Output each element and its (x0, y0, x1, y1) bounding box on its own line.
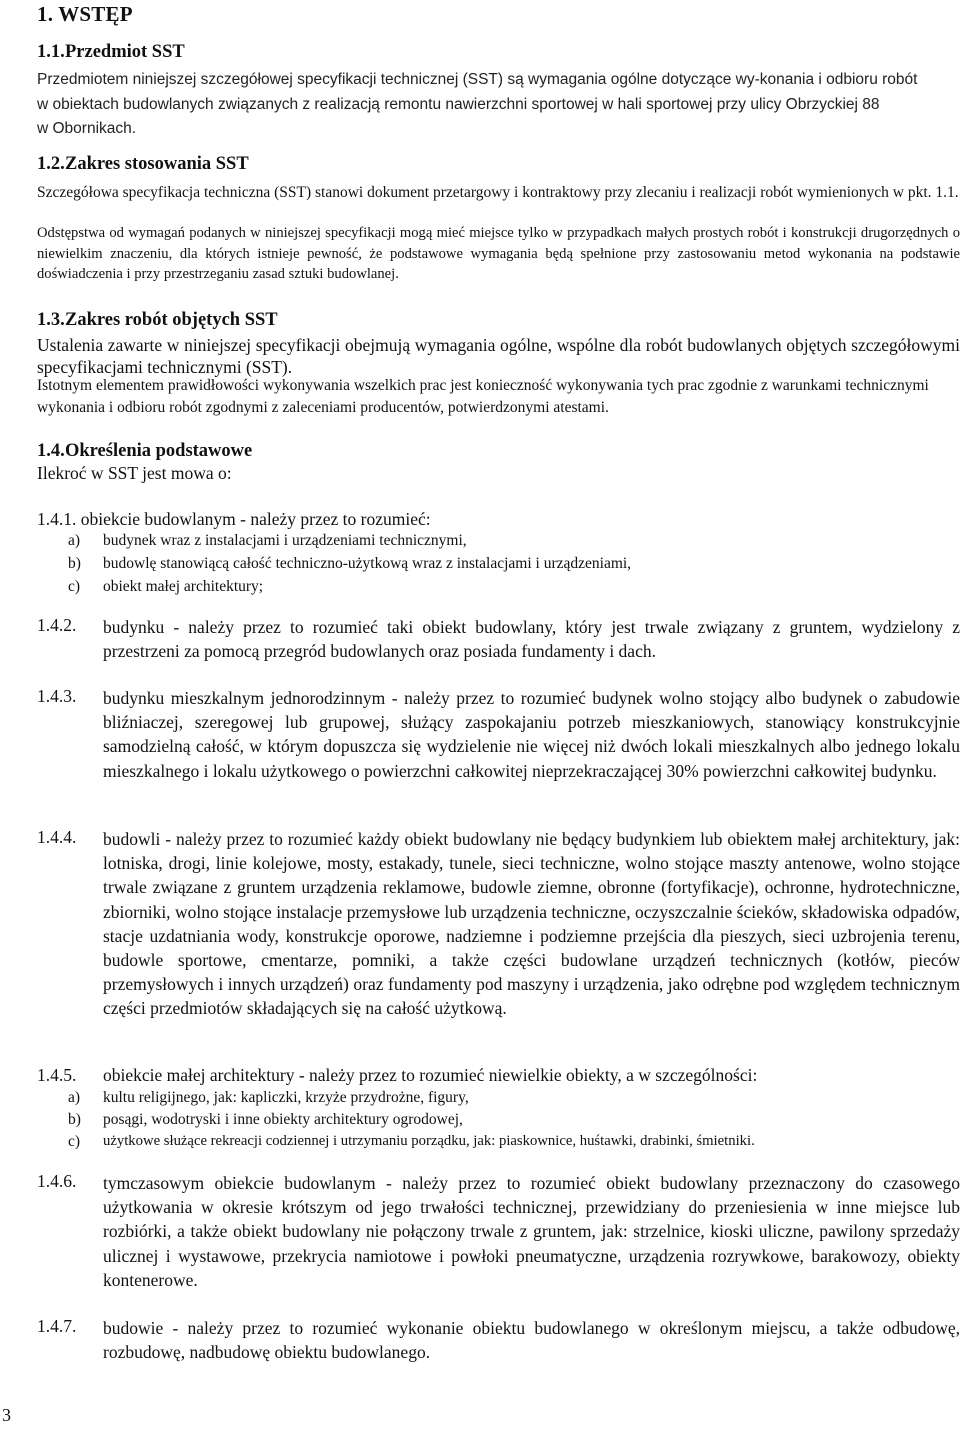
section-number: 1.4. (37, 441, 65, 461)
paragraph: Ustalenia zawarte w niniejszej specyfikacji obejmują wymagania ogólne, wspólne dla robót budowlanych objętych szczegółowymi specyfikacjami technicznymi (SST). (37, 335, 960, 377)
definition-number: 1.4.3. (37, 686, 77, 706)
list-item: użytkowe służące rekreacji codziennej i utrzymaniu porządku, jak: piaskownice, huśtawki, drabinki, śmietniki. (103, 1133, 755, 1149)
section-heading-1-1 (37, 42, 185, 63)
list-item: budowlę stanowiącą całość techniczno-użytkową wraz z instalacjami i urządzeniami, (103, 555, 632, 572)
definition-number: 1.4.4. (37, 827, 77, 847)
list-item: kultu religijnego, jak: kapliczki, krzyże przydrożne, figury, (103, 1089, 469, 1106)
list-label: b) (68, 1111, 81, 1128)
list-label: a) (68, 532, 81, 549)
paragraph-line: w obiektach budowlanych związanych z realizacją remontu nawierzchni sportowej w hali sportowej przy ulicy Obrzyckiej 88 (37, 96, 880, 113)
definition-1-4-1: 1.4.1. obiekcie budowlanym - należy przez to rozumieć: (37, 509, 431, 529)
list-item: posągi, wodotryski i inne obiekty architektury ogrodowej, (103, 1111, 463, 1128)
definition-number: 1.4.2. (37, 615, 77, 635)
chapter-heading: 1. WSTĘP (37, 2, 133, 26)
page-number: 3 (2, 1405, 11, 1425)
section-heading-1-4 (37, 441, 252, 462)
definitions-intro: Ilekroć w SST jest mowa o: (37, 463, 232, 483)
definition-1-4-3: budynku mieszkalnym jednorodzinnym - należy przez to rozumieć budynek wolno stojący albo budynek o zabudowie bliźniaczej, szeregowej lub grupowej, służący zaspokajaniu potrzeb mieszkaniowych, stanowiący konstrukcyjnie samodzielną całość, w którym dopuszcza się wydzielenie nie więcej niż dwóch lokali mieszkalnych albo jednego lokalu mieszkalnego i lokalu użytkowego o powierzchni całkowitej nieprzekraczającej 30% powierzchni całkowitej budynku. (103, 688, 960, 781)
definition-1-4-7: budowie - należy przez to rozumieć wykonanie obiektu budowlanego w określonym miejscu, a także odbudowę, rozbudowę, nadbudowę obiektu budowlanego. (103, 1318, 960, 1363)
section-number: 1.2. (37, 154, 65, 174)
definition-1-4-5: obiekcie małej architektury - należy przez to rozumieć niewielkie obiekty, a w szczególności: (103, 1065, 758, 1085)
definition-number: 1.4.6. (37, 1171, 77, 1191)
section-title: Przedmiot SST (65, 42, 185, 62)
section-title: Określenia podstawowe (65, 441, 253, 461)
definition-1-4-2: budynku - należy przez to rozumieć taki obiekt budowlany, który jest trwale związany z gruntem, wydzielony z przestrzeni za pomocą przegród budowlanych oraz posiada fundamenty i dach. (103, 617, 960, 662)
section-title: Zakres stosowania SST (65, 154, 249, 174)
definition-1-4-4: budowli - należy przez to rozumieć każdy obiekt budowlany nie będący budynkiem lub obiektem małej architektury, jak: lotniska, drogi, linie kolejowe, mosty, estakady, tunele, sieci techniczne, wolno stojące maszty antenowe, wolno stojące trwale związane z gruntem urządzenia reklamowe, budowle ziemne, obronne (fortyfikacje), ochronne, hydrotechniczne, zbiorniki, wolno stojące instalacje przemysłowe lub urządzenia techniczne, oczyszczalnie ścieków, składowiska odpadów, stacje uzdatniania wody, konstrukcje oporowe, nadziemne i podziemne przejścia dla pieszych, sieci uzbrojenia terenu, budowle sportowe, cmentarze, pomniki, a także części budowlane urządzeń technicznych (kotłów, pieców przemysłowych i innych urządzeń) oraz fundamenty pod maszyny i urządzenia, jako odrębne pod względem technicznym części przedmiotów składających się na całość użytkową. (103, 829, 960, 1019)
list-item: budynek wraz z instalacjami i urządzeniami technicznymi, (103, 532, 467, 549)
paragraph: Odstępstwa od wymagań podanych w niniejszej specyfikacji mogą mieć miejsce tylko w przypadkach małych prostych robót i konstrukcji drugorzędnych o niewielkim znaczeniu, dla których istnieje pewność, że podstawowe wymagania będą spełnione przy zastosowaniu metod wykonania na podstawie doświadczenia i przy przestrzeganiu zasad sztuki budowlanej. (37, 225, 960, 282)
paragraph-line: Przedmiotem niniejszej szczegółowej specyfikacji technicznej (SST) są wymagania ogólne dotyczące wy-konania i odbioru robót (37, 71, 918, 88)
list-item: obiekt małej architektury; (103, 578, 264, 595)
definition-number: 1.4.5. (37, 1065, 77, 1085)
paragraph-line: w Obornikach. (37, 120, 137, 137)
list-label: c) (68, 578, 81, 595)
definition-1-4-6: tymczasowym obiekcie budowlanym - należy przez to rozumieć obiekt budowlany przeznaczony do czasowego użytkowania w okresie krótszym od jego trwałości technicznej, przewidziany do przeniesienia w inne miejsce lub rozbiórki, a także obiekt budowlany nie połączony trwale z gruntem, jak: strzelnice, kioski uliczne, pawilony sprzedaży ulicznej i wystawowe, przekrycia namiotowe i powłoki pneumatyczne, urządzenia rozrywkowe, barakowozy, obiekty kontenerowe. (103, 1173, 960, 1290)
section-number: 1.1. (37, 42, 65, 62)
list-label: a) (68, 1089, 81, 1106)
section-heading-1-2 (37, 154, 249, 175)
list-label: b) (68, 555, 81, 572)
section-title: Zakres robót objętych SST (65, 310, 278, 330)
definition-number: 1.4.7. (37, 1316, 77, 1336)
section-number: 1.3. (37, 310, 65, 330)
section-heading-1-3 (37, 310, 278, 331)
paragraph: Istotnym elementem prawidłowości wykonywania wszelkich prac jest konieczność wykonywania tych prac zgodnie z warunkami technicznymi wykonania i odbioru robót zgodnymi z zaleceniami producentów, potwierdzonymi atestami. (37, 377, 929, 416)
paragraph: Szczegółowa specyfikacja techniczna (SST) stanowi dokument przetargowy i kontraktowy przy zlecaniu i realizacji robót wymienionych w pkt. 1.1. (37, 184, 959, 201)
list-label: c) (68, 1133, 81, 1150)
